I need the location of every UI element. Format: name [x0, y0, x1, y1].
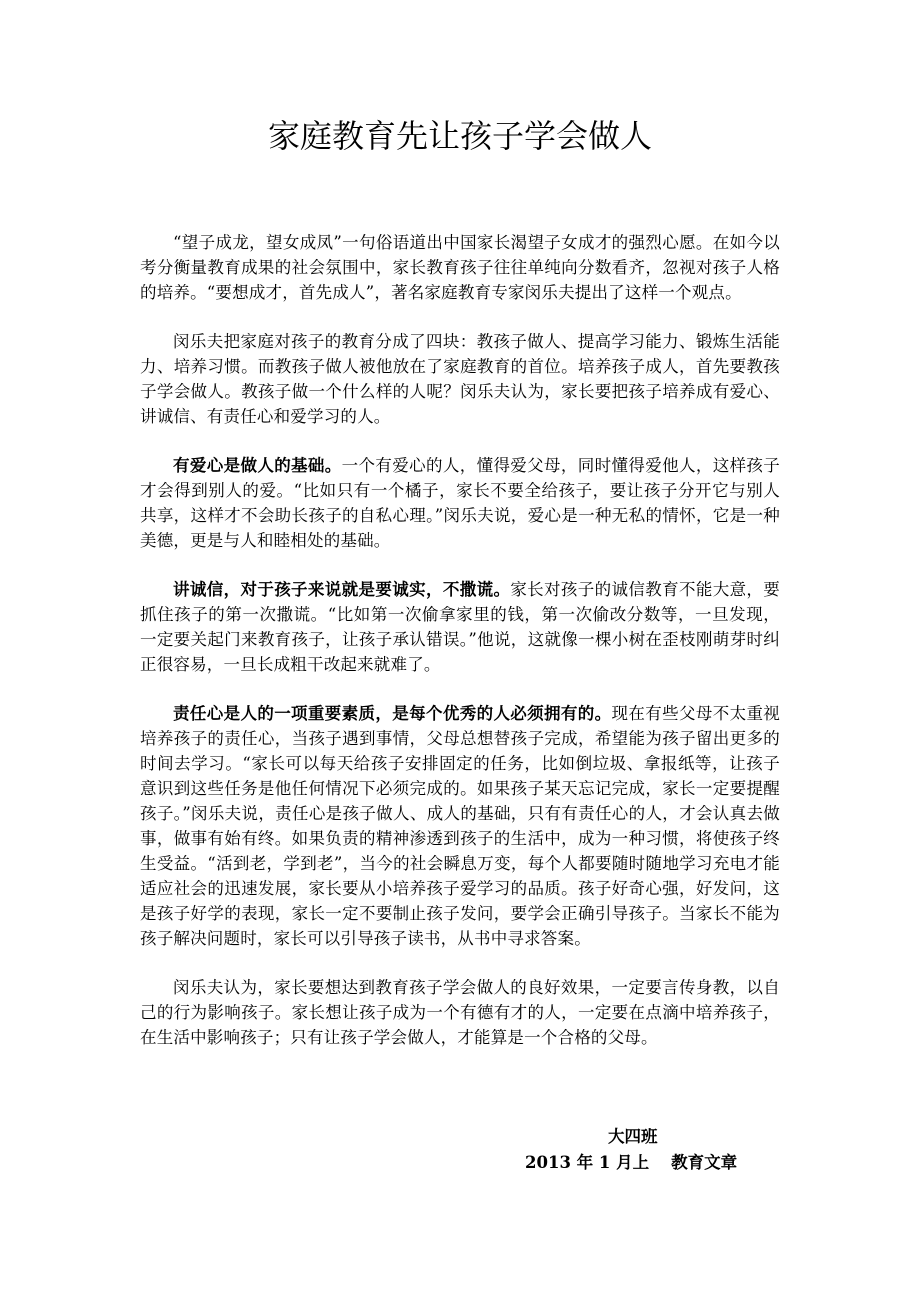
- paragraph-6-text: 闵乐夫认为，家长要想达到教育孩子学会做人的良好效果，一定要言传身教，以自己的行为影响孩子。家长想让孩子成为一个有德有才的人，一定要在点滴中培养孩子，在生活中影响孩子；只有让孩子学会做人，才能算是一个合格的父母。: [140, 978, 780, 1047]
- paragraph-1-text: “望子成龙，望女成凤”一句俗语道出中国家长渴望子女成才的强烈心愿。在如今以考分衡量教育成果的社会氛围中，家长教育孩子往往单纯向分数看齐，忽视对孩子人格的培养。“要想成才，首先成人”，著名家庭教育专家闵乐夫提出了这样一个观点。: [140, 233, 780, 302]
- paragraph-4: [140, 577, 780, 677]
- signature-date: 2013 年 1 月上: [525, 1153, 650, 1172]
- paragraph-6: [140, 975, 780, 1050]
- document-title: 家庭教育先让孩子学会做人: [267, 117, 652, 155]
- paragraph-4-lead: 讲诚信，对于孩子来说就是要诚实，不撒谎。: [173, 580, 511, 599]
- paragraph-3-text: 一个有爱心的人，懂得爱父母，同时懂得爱他人，这样孩子才会得到别人的爱。“比如只有一个橘子，家长不要全给孩子，要让孩子分开它与别人共享，这样才不会助长孩子的自私心理。”闵乐夫说，爱心是一种无私的情怀，它是一种美德，更是与人和睦相处的基础。: [140, 456, 780, 550]
- paragraph-4-text: 家长对孩子的诚信教育不能大意，要抓住孩子的第一次撒谎。“比如第一次偷拿家里的钱，第一次偷改分数等，一旦发现，一定要关起门来教育孩子，让孩子承认错误。”他说，这就像一棵小树在歪枝刚萌芽时纠正很容易，一旦长成粗干改起来就难了。: [140, 580, 780, 674]
- signature-category: 教育文章: [671, 1153, 738, 1172]
- paragraph-5-text: 现在有些父母不太重视培养孩子的责任心，当孩子遇到事情，父母总想替孩子完成，希望能为孩子留出更多的时间去学习。“家长可以每天给孩子安排固定的任务，比如倒垃圾、拿报纸等，让孩子意识到这些任务是他任何情况下必须完成的。如果孩子某天忘记完成，家长一定要提醒孩子。”闵乐夫说，责任心是孩子做人、成人的基础，只有有责任心的人，才会认真去做事，做事有始有终。如果负责的精神渗透到孩子的生活中，成为一种习惯，将使孩子终生受益。“活到老，学到老”，当今的社会瞬息万变，每个人都要随时随地学习充电才能适应社会的迅速发展，家长要从小培养孩子爱学习的品质。孩子好奇心强，好发问，这是孩子好学的表现，家长一定不要制止孩子发问，要学会正确引导孩子。当家长不能为孩子解决问题时，家长可以引导孩子读书，从书中寻求答案。: [140, 704, 781, 948]
- signature-line: [525, 1150, 737, 1176]
- paragraph-3-lead: 有爱心是做人的基础。: [173, 456, 342, 475]
- paragraph-2-text: 闵乐夫把家庭对孩子的教育分成了四块：教孩子做人、提高学习能力、锻炼生活能力、培养习惯。而教孩子做人被他放在了家庭教育的首位。培养孩子成人，首先要教孩子学会做人。教孩子做一个什么样的人呢？闵乐夫认为，家长要把孩子培养成有爱心、讲诚信、有责任心和爱学习的人。: [140, 332, 780, 426]
- paragraph-5: [140, 701, 780, 951]
- document-body: [140, 230, 780, 1074]
- paragraph-5-lead: 责任心是人的一项重要素质，是每个优秀的人必须拥有的。: [173, 704, 612, 723]
- paragraph-1: [140, 230, 780, 305]
- paragraph-3: [140, 453, 780, 553]
- paragraph-2: [140, 329, 780, 429]
- signature-class: 大四班: [608, 1127, 658, 1146]
